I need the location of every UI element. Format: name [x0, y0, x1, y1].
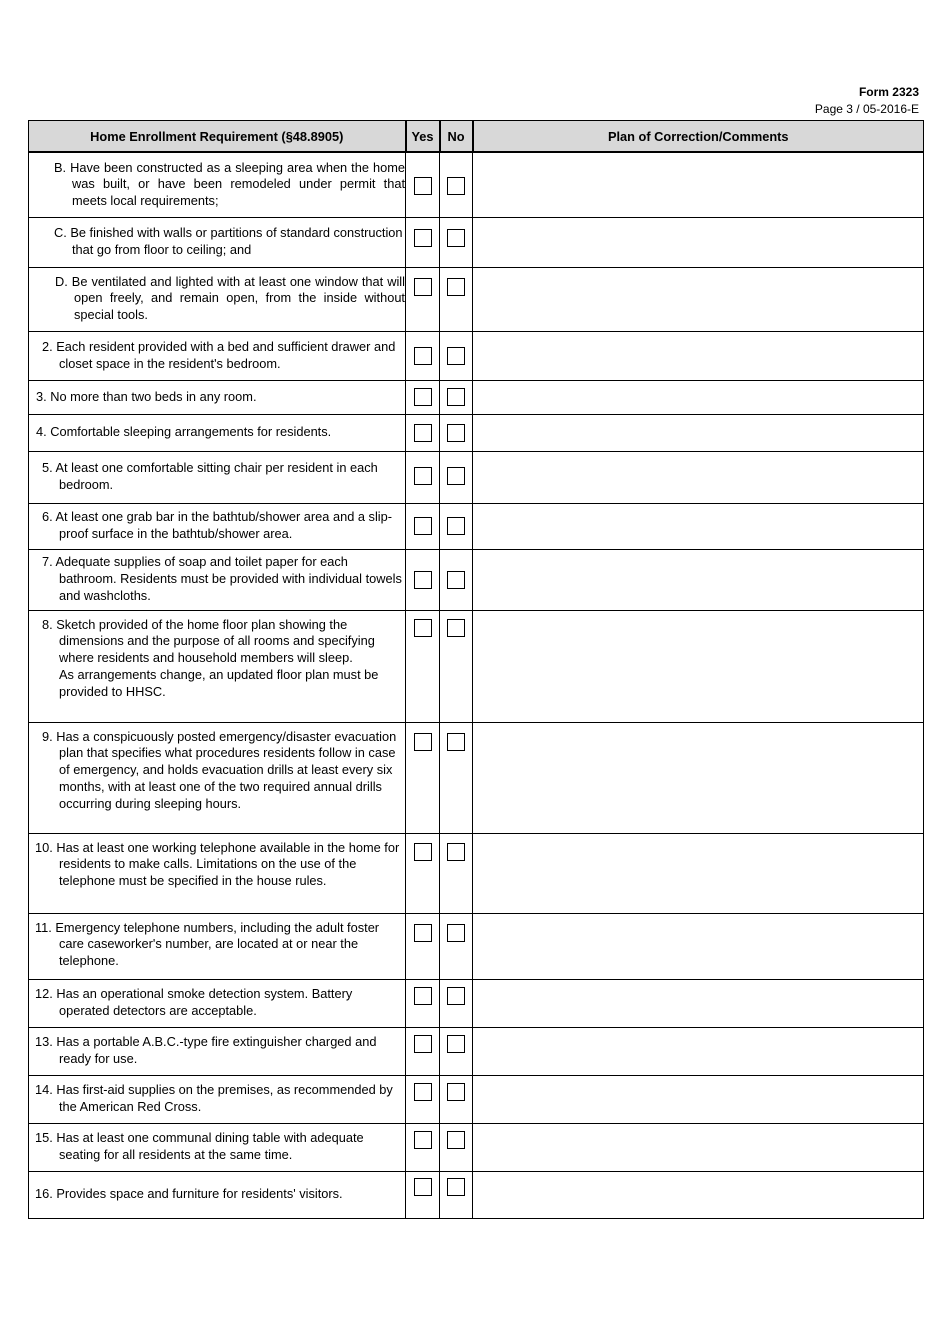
yes-cell: [406, 722, 440, 833]
requirement-text: D. Be ventilated and lighted with at least one window that will open freely, and remain open, from the inside without special tools.: [55, 273, 405, 323]
form-number: Form 2323: [858, 85, 919, 99]
requirement-cell: [29, 549, 406, 610]
requirement-text: 2. Each resident provided with a bed and sufficient drawer and closet space in the resident's bedroom.: [42, 338, 396, 371]
yes-checkbox[interactable]: [414, 1035, 432, 1053]
table-row: [29, 549, 924, 610]
yes-checkbox[interactable]: [414, 987, 432, 1005]
no-cell: [440, 979, 473, 1027]
comment-field[interactable]: [473, 913, 924, 979]
comment-field[interactable]: [473, 722, 924, 833]
yes-checkbox[interactable]: [414, 517, 432, 535]
no-cell: [440, 610, 473, 722]
requirement-text: 5. At least one comfortable sitting chair per resident in each bedroom.: [42, 460, 378, 492]
no-checkbox[interactable]: [447, 424, 465, 442]
table-row: [29, 913, 924, 979]
requirement-text: 16. Provides space and furniture for residents' visitors.: [35, 1186, 343, 1202]
no-cell: [440, 913, 473, 979]
comment-field[interactable]: [473, 1027, 924, 1075]
comment-field[interactable]: [473, 414, 924, 451]
yes-cell: [406, 503, 440, 549]
form-header: [815, 84, 919, 118]
no-checkbox[interactable]: [447, 987, 465, 1005]
no-checkbox[interactable]: [447, 177, 465, 195]
table-row: [29, 414, 924, 451]
yes-cell: [406, 267, 440, 331]
table-row: [29, 833, 924, 913]
comment-field[interactable]: [473, 503, 924, 549]
table-row: [29, 722, 924, 833]
requirement-cell: [29, 722, 406, 833]
requirement-text: 9. Has a conspicuously posted emergency/disaster evacuation plan that specifies what procedures residents follow in case of emergency, and holds evacuation drills at least every six months, with at least one of the two required annual drills occurring during sleeping hours.: [42, 728, 397, 811]
requirement-text: 6. At least one grab bar in the bathtub/shower area and a slip-proof surface in the bathtub/shower area.: [42, 509, 393, 541]
yes-checkbox[interactable]: [414, 1083, 432, 1101]
requirement-cell: [29, 267, 406, 331]
no-checkbox[interactable]: [447, 843, 465, 861]
no-cell: [440, 331, 473, 380]
no-cell: [440, 549, 473, 610]
no-checkbox[interactable]: [447, 229, 465, 247]
yes-checkbox[interactable]: [414, 571, 432, 589]
yes-checkbox[interactable]: [414, 1131, 432, 1149]
page-info: Page 3 / 05-2016-E: [814, 102, 919, 116]
requirement-cell: [29, 331, 406, 380]
yes-checkbox[interactable]: [414, 733, 432, 751]
yes-cell: [406, 1027, 440, 1075]
yes-cell: [406, 1075, 440, 1123]
requirement-text: 15. Has at least one communal dining table with adequate seating for all residents at the same time.: [35, 1130, 364, 1162]
comment-field[interactable]: [473, 1075, 924, 1123]
yes-cell: [406, 331, 440, 380]
no-cell: [440, 152, 473, 217]
table-header-row: [29, 121, 924, 153]
requirement-cell: [29, 610, 406, 722]
no-cell: [440, 267, 473, 331]
no-checkbox[interactable]: [447, 347, 465, 365]
yes-checkbox[interactable]: [414, 229, 432, 247]
column-header-yes: Yes: [406, 121, 440, 153]
comment-field[interactable]: [473, 152, 924, 217]
requirement-cell: [29, 833, 406, 913]
comment-field[interactable]: [473, 267, 924, 331]
requirement-cell: [29, 380, 406, 414]
requirement-text: 12. Has an operational smoke detection system. Battery operated detectors are acceptable.: [35, 986, 353, 1018]
comment-field[interactable]: [473, 833, 924, 913]
table-row: [29, 217, 924, 267]
comment-field[interactable]: [473, 979, 924, 1027]
yes-checkbox[interactable]: [414, 278, 432, 296]
no-cell: [440, 1075, 473, 1123]
no-checkbox[interactable]: [447, 388, 465, 406]
no-cell: [440, 1171, 473, 1218]
requirement-cell: [29, 979, 406, 1027]
yes-checkbox[interactable]: [414, 347, 432, 365]
yes-cell: [406, 217, 440, 267]
no-checkbox[interactable]: [447, 619, 465, 637]
yes-cell: [406, 833, 440, 913]
requirement-text: 7. Adequate supplies of soap and toilet paper for each bathroom. Residents must be provided with individual towels and washcloths.: [42, 554, 402, 603]
no-cell: [440, 1027, 473, 1075]
yes-cell: [406, 414, 440, 451]
requirement-cell: [29, 1123, 406, 1171]
yes-cell: [406, 549, 440, 610]
requirement-cell: [29, 152, 406, 217]
no-cell: [440, 217, 473, 267]
no-checkbox[interactable]: [447, 571, 465, 589]
requirement-text: 11. Emergency telephone numbers, including the adult foster care caseworker's number, are located at or near the telephone.: [35, 919, 380, 969]
table-row: [29, 331, 924, 380]
yes-cell: [406, 610, 440, 722]
requirement-cell: [29, 913, 406, 979]
no-cell: [440, 833, 473, 913]
no-cell: [440, 1123, 473, 1171]
column-header-no: No: [440, 121, 473, 153]
table-row: [29, 503, 924, 549]
table-row: [29, 451, 924, 503]
yes-checkbox[interactable]: [414, 1178, 432, 1196]
yes-checkbox[interactable]: [414, 619, 432, 637]
yes-cell: [406, 1171, 440, 1218]
comment-field[interactable]: [473, 331, 924, 380]
requirement-text: 14. Has first-aid supplies on the premises, as recommended by the American Red Cross.: [35, 1082, 393, 1114]
requirement-cell: [29, 1171, 406, 1218]
requirement-text: C. Be finished with walls or partitions of standard construction that go from floor to ceiling; and: [54, 225, 403, 257]
no-checkbox[interactable]: [447, 924, 465, 942]
requirement-cell: [29, 451, 406, 503]
comment-field[interactable]: [473, 380, 924, 414]
table-row: [29, 1027, 924, 1075]
comment-field[interactable]: [473, 549, 924, 610]
no-cell: [440, 503, 473, 549]
no-checkbox[interactable]: [447, 733, 465, 751]
column-header-requirement: Home Enrollment Requirement (§48.8905): [29, 121, 406, 153]
no-cell: [440, 414, 473, 451]
no-checkbox[interactable]: [447, 1035, 465, 1053]
yes-checkbox[interactable]: [414, 424, 432, 442]
no-checkbox[interactable]: [447, 517, 465, 535]
no-cell: [440, 380, 473, 414]
requirement-cell: [29, 217, 406, 267]
table-row: [29, 152, 924, 217]
yes-cell: [406, 152, 440, 217]
yes-checkbox[interactable]: [414, 388, 432, 406]
requirements-table: [28, 120, 924, 1219]
column-header-comments: Plan of Correction/Comments: [473, 121, 924, 153]
yes-cell: [406, 913, 440, 979]
table-row: [29, 1075, 924, 1123]
no-cell: [440, 722, 473, 833]
table-row: [29, 979, 924, 1027]
requirement-text: 13. Has a portable A.B.C.-type fire extinguisher charged and ready for use.: [35, 1034, 377, 1066]
yes-cell: [406, 979, 440, 1027]
requirement-text: B. Have been constructed as a sleeping area when the home was built, or have been remodeled under permit that meets local requirements;: [54, 159, 405, 209]
yes-checkbox[interactable]: [414, 924, 432, 942]
comment-field[interactable]: [473, 610, 924, 722]
yes-cell: [406, 1123, 440, 1171]
yes-cell: [406, 380, 440, 414]
yes-checkbox[interactable]: [414, 467, 432, 485]
requirement-cell: [29, 1027, 406, 1075]
requirement-cell: [29, 503, 406, 549]
table-row: [29, 610, 924, 722]
requirement-cell: [29, 1075, 406, 1123]
no-checkbox[interactable]: [447, 1083, 465, 1101]
requirement-cell: [29, 414, 406, 451]
no-checkbox[interactable]: [447, 1178, 465, 1196]
requirement-text: 10. Has at least one working telephone available in the home for residents to make calls. Limitations on the use of the telephone must be specified in the house rules.: [35, 839, 400, 889]
no-cell: [440, 451, 473, 503]
requirement-text: 3. No more than two beds in any room.: [36, 388, 257, 404]
requirement-text-extra: As arrangements change, an updated floor plan must be provided to HHSC.: [59, 666, 379, 699]
yes-cell: [406, 451, 440, 503]
table-row: [29, 1123, 924, 1171]
no-checkbox[interactable]: [447, 278, 465, 296]
table-row: [29, 380, 924, 414]
comment-field[interactable]: [473, 217, 924, 267]
comment-field[interactable]: [473, 451, 924, 503]
requirement-text: 8. Sketch provided of the home floor plan showing the dimensions and the purpose of all rooms and specifying where residents and household members will sleep.: [42, 616, 375, 666]
comment-field[interactable]: [473, 1123, 924, 1171]
requirement-text: 4. Comfortable sleeping arrangements for residents.: [36, 424, 332, 440]
yes-checkbox[interactable]: [414, 177, 432, 195]
table-row: [29, 267, 924, 331]
no-checkbox[interactable]: [447, 467, 465, 485]
table-row: [29, 1171, 924, 1218]
yes-checkbox[interactable]: [414, 843, 432, 861]
no-checkbox[interactable]: [447, 1131, 465, 1149]
comment-field[interactable]: [473, 1171, 924, 1218]
